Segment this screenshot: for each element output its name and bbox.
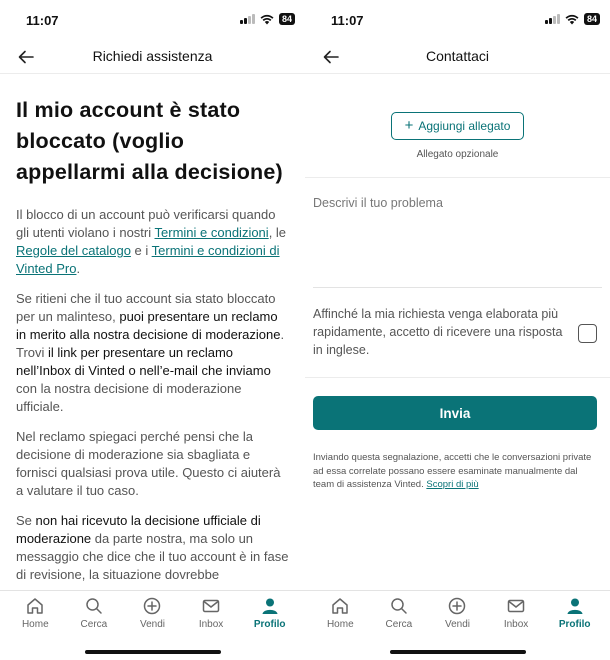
attachment-hint: Allegato opzionale bbox=[416, 149, 499, 160]
tab-inbox[interactable]: Inbox bbox=[488, 596, 544, 630]
english-consent-row bbox=[305, 288, 610, 378]
send-button[interactable]: Invia bbox=[313, 396, 597, 430]
status-time: 11:07 bbox=[331, 13, 364, 28]
wifi-icon bbox=[565, 14, 579, 25]
home-icon bbox=[25, 596, 45, 616]
plus-icon: + bbox=[404, 117, 414, 134]
description-placeholder: Descrivi il tuo problema bbox=[313, 196, 443, 210]
bottom-tab-bar bbox=[305, 590, 610, 660]
learn-more-link[interactable]: Scopri di più bbox=[426, 479, 479, 490]
catalog-rules-link[interactable]: Regole del catalogo bbox=[16, 243, 131, 258]
profile-icon bbox=[260, 596, 280, 616]
status-bar bbox=[0, 0, 305, 40]
plus-circle-icon bbox=[447, 596, 467, 616]
home-indicator bbox=[390, 650, 526, 654]
wifi-icon bbox=[260, 14, 274, 25]
add-attachment-button[interactable]: + Aggiungi allegato bbox=[391, 112, 525, 140]
bottom-tab-bar bbox=[0, 590, 305, 660]
home-icon bbox=[330, 596, 350, 616]
contact-form bbox=[305, 75, 610, 590]
article-scroll-area[interactable] bbox=[0, 75, 305, 590]
top-navigation-bar bbox=[305, 40, 610, 74]
status-bar bbox=[305, 0, 610, 40]
signal-icon bbox=[240, 14, 255, 24]
tab-profile[interactable]: Profilo bbox=[242, 596, 298, 630]
contact-form-screen bbox=[305, 0, 610, 660]
tab-search[interactable]: Cerca bbox=[66, 596, 122, 630]
problem-description-input[interactable] bbox=[313, 178, 602, 288]
legal-notice: Inviando questa segnalazione, accetti che le conversazioni private ad essa correlate possano essere esaminate manualmente dal team di assistenza Vinted. Scopri di più bbox=[313, 452, 592, 490]
terms-link[interactable]: Termini e condizioni bbox=[154, 225, 269, 240]
article-paragraph-3: Nel reclamo spiegaci perché pensi che la decisione di moderazione sia sbagliata e fornisci qualsiasi prova utile. Questo ci aiuterà a valutare il tuo caso. bbox=[16, 429, 281, 498]
home-indicator bbox=[85, 650, 221, 654]
tab-sell[interactable]: Vendi bbox=[429, 596, 485, 630]
plus-circle-icon bbox=[142, 596, 162, 616]
article-paragraph-1: Il blocco di un account può verificarsi quando gli utenti violano i nostri Termini e condizioni, le Regole del catalogo e i Termini e condizioni di Vinted Pro. bbox=[16, 207, 287, 276]
article-paragraph-4: Se non hai ricevuto la decisione ufficiale di moderazione da parte nostra, ma solo un messaggio che dice che il tuo account è in fase di revisione, la situazione dovrebbe bbox=[16, 513, 289, 582]
tab-sell[interactable]: Vendi bbox=[124, 596, 180, 630]
tab-profile[interactable]: Profilo bbox=[547, 596, 603, 630]
mail-icon bbox=[201, 596, 221, 616]
tab-search[interactable]: Cerca bbox=[371, 596, 427, 630]
page-title: Contattaci bbox=[425, 48, 490, 64]
article-paragraph-2: Se ritieni che il tuo account sia stato bloccato per un malinteso, puoi presentare un reclamo in merito alla nostra decisione di moderazione. Trovi il link per presentare un reclamo nell’Inbox di Vinted o nell’e-mail che inviamo con la nostra decisione di moderazione ufficiale. bbox=[16, 291, 285, 414]
profile-icon bbox=[565, 596, 585, 616]
battery-icon: 84 bbox=[584, 13, 600, 25]
article-title: Il mio account è stato bloccato (voglio appellarmi alla decisione) bbox=[16, 98, 283, 184]
signal-icon bbox=[545, 14, 560, 24]
consent-checkbox[interactable] bbox=[578, 324, 597, 343]
tab-home[interactable]: Home bbox=[7, 596, 63, 630]
page-title: Richiedi assistenza bbox=[92, 48, 213, 64]
top-navigation-bar bbox=[0, 40, 305, 74]
search-icon bbox=[84, 596, 104, 616]
search-icon bbox=[389, 596, 409, 616]
tab-home[interactable]: Home bbox=[312, 596, 368, 630]
status-time: 11:07 bbox=[26, 13, 59, 28]
battery-icon: 84 bbox=[279, 13, 295, 25]
pro-terms-link[interactable]: Termini e condizioni di Vinted Pro bbox=[16, 243, 280, 276]
mail-icon bbox=[506, 596, 526, 616]
tab-inbox[interactable]: Inbox bbox=[183, 596, 239, 630]
attachment-section bbox=[305, 75, 610, 178]
consent-label: Affinché la mia richiesta venga elaborata più rapidamente, accetto di ricevere una risposta in inglese. bbox=[313, 307, 563, 357]
help-article bbox=[0, 75, 305, 584]
